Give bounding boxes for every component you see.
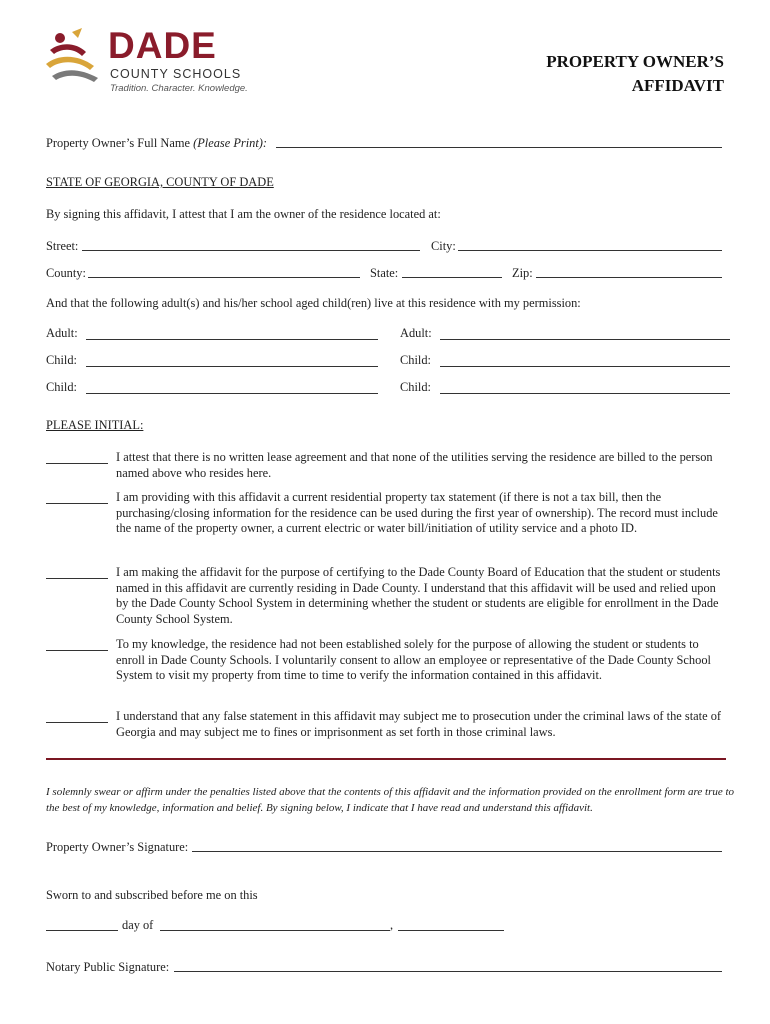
child-2-label: Child: — [400, 353, 431, 367]
dade-logo — [42, 24, 257, 98]
child-4-field[interactable] — [440, 379, 730, 394]
initial-field-1[interactable] — [46, 451, 108, 464]
title-line-1: PROPERTY OWNER’S — [546, 52, 724, 71]
child-1-label: Child: — [46, 353, 77, 367]
state-heading: STATE OF GEORGIA, COUNTY OF DADE — [46, 175, 274, 189]
owner-name-field[interactable] — [276, 135, 722, 148]
title-line-2: AFFIDAVIT — [631, 76, 724, 95]
logo-tagline: Tradition. Character. Knowledge. — [110, 83, 248, 94]
owner-name-hint: (Please Print): — [193, 136, 268, 150]
child-2-field[interactable] — [440, 352, 730, 367]
county-label: County: — [46, 266, 86, 280]
oath-text: I solemnly swear or affirm under the penalties listed above that the contents of this affidavit and the information provided on the enrollment form are true to the best of my knowledge, information and belief. By signing below, I indicate that I have read and understand this affidavit. — [46, 786, 735, 814]
statement-2: I am providing with this affidavit a current residential property tax statement (if there is not a tax bill, then the purchasing/closing information for the residence can be used during the first year of ownership). The record must include the name of the property owner, a current electric or water bill/initiation of utility service and a photo ID. — [116, 490, 718, 536]
statement-3: I am making the affidavit for the purpose of certifying to the Dade County Board of Education that the student or students named in this affidavit are currently residing in Dade County. I understand that this affidavit will be used and relied upon by the Dade County School System in determining whether the student or students are eligible for enrollment in the Dade County School System. — [116, 565, 721, 626]
initial-field-2[interactable] — [46, 491, 108, 504]
child-1-field[interactable] — [86, 352, 378, 367]
signature-label: Property Owner’s Signature: — [46, 840, 189, 854]
state-label: State: — [370, 266, 399, 280]
state-field[interactable] — [402, 265, 502, 278]
year-field[interactable] — [398, 918, 504, 931]
attest-text: By signing this affidavit, I attest that I am the owner of the residence located at: — [46, 207, 441, 221]
statement-5: I understand that any false statement in this affidavit may subject me to prosecution under the criminal laws of the state of Georgia and may subject me to fines or imprisonment as set forth in those criminal laws. — [116, 709, 722, 739]
day-field[interactable] — [46, 918, 118, 931]
street-field[interactable] — [82, 238, 420, 251]
section-divider — [46, 758, 726, 760]
street-label: Street: — [46, 239, 79, 253]
day-of-label: day of — [122, 918, 154, 932]
initial-field-3[interactable] — [46, 566, 108, 579]
page-title — [546, 50, 724, 98]
signature-field[interactable] — [192, 839, 722, 852]
adult-1-field[interactable] — [86, 325, 378, 340]
county-field[interactable] — [88, 265, 360, 278]
city-field[interactable] — [458, 238, 722, 251]
logo-wordmark: DADE — [108, 25, 217, 66]
owner-name-row — [46, 136, 267, 151]
city-label: City: — [431, 239, 456, 253]
initial-field-4[interactable] — [46, 638, 108, 651]
child-3-label: Child: — [46, 380, 77, 394]
statement-1: I attest that there is no written lease agreement and that none of the utilities serving the residence are billed to the person named above who resides here. — [116, 450, 713, 480]
child-3-field[interactable] — [86, 379, 378, 394]
date-comma: , — [390, 918, 394, 932]
statement-4: To my knowledge, the residence had not been established solely for the purpose of allowing the student or students to enroll in Dade County Schools. I voluntarily consent to allow an employee or representative of the Dade County School System to visit my property from time to time to verify the information contained in this affidavit. — [116, 637, 711, 683]
sworn-text: Sworn to and subscribed before me on this — [46, 888, 258, 902]
dade-logo-icon — [42, 24, 104, 86]
child-4-label: Child: — [400, 380, 431, 394]
owner-name-label: Property Owner’s Full Name — [46, 136, 190, 150]
adult-1-label: Adult: — [46, 326, 78, 340]
occupants-text: And that the following adult(s) and his/her school aged child(ren) live at this residence with my permission: — [46, 296, 581, 310]
initial-field-5[interactable] — [46, 710, 108, 723]
notary-label: Notary Public Signature: — [46, 960, 170, 974]
notary-signature-field[interactable] — [174, 959, 722, 972]
zip-label: Zip: — [512, 266, 533, 280]
logo-subtitle: COUNTY SCHOOLS — [110, 67, 242, 81]
adult-2-label: Adult: — [400, 326, 432, 340]
adult-2-field[interactable] — [440, 325, 730, 340]
month-field[interactable] — [160, 918, 390, 931]
initial-heading: PLEASE INITIAL: — [46, 418, 144, 432]
zip-field[interactable] — [536, 265, 722, 278]
